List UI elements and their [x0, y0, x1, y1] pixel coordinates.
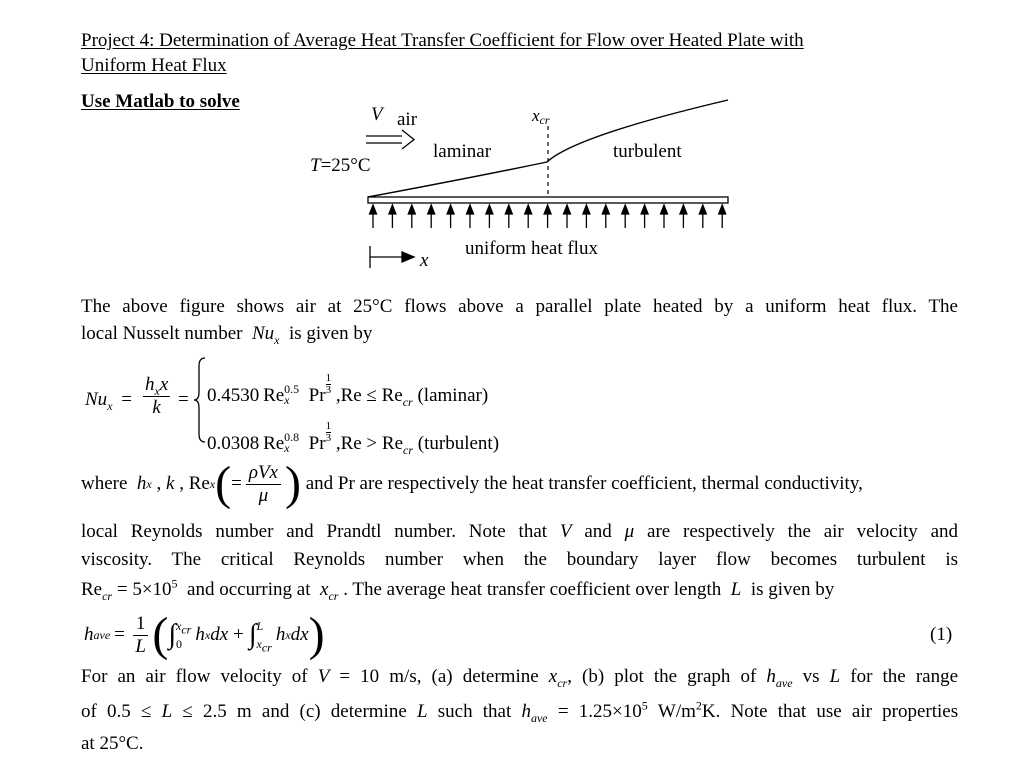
title-line-1: Project 4: Determination of Average Heat Transfer Coefficient for Flow over Heated Plate with	[81, 30, 804, 51]
heat-flux-arrow	[661, 205, 668, 228]
heat-flux-arrow	[544, 205, 551, 228]
heat-flux-arrow	[699, 205, 706, 228]
heat-flux-arrow	[680, 205, 687, 228]
heat-flux-arrow	[719, 205, 726, 228]
left-brace	[193, 356, 207, 444]
heat-flux-arrow	[389, 205, 396, 228]
definitions-line: where h x , k , Re x ( = $\frac{\text{ρVx}}{\mu}$ ) and Pr are respectively the heat transfer coefficient, thermal conductivity,	[81, 457, 863, 510]
heated-plate	[368, 197, 728, 203]
equation-number: (1)	[930, 624, 953, 645]
turbulent-label: turbulent	[613, 141, 682, 162]
flow-diagram	[290, 90, 750, 280]
question-line-1: For an air flow velocity of V = 10 m/s, (a) determine $x_{cr}$, (b) plot the graph of $h_{ave}$ vs L for the range	[81, 666, 959, 690]
heat-flux-arrow	[486, 205, 493, 228]
heat-flux-arrow	[602, 205, 609, 228]
heat-flux-arrows	[370, 205, 726, 228]
heat-flux-arrow	[641, 205, 648, 228]
laminar-label: laminar	[433, 141, 492, 162]
heat-flux-arrow	[467, 205, 474, 228]
paragraph-2-line-1: local Reynolds number and Prandtl number. Note that V and μ are respectively the air velocity and	[81, 521, 959, 542]
nusselt-equals-2: =	[178, 389, 189, 410]
flow-arrow	[366, 130, 414, 149]
nusselt-turbulent-case: 0.0308 Re 0.8 x Pr $\frac{1}{3}$ $,Re > Re_{cr}$ (turbulent)	[207, 420, 500, 457]
paragraph-2-line-2: viscosity. The critical Reynolds number when the boundary layer flow becomes turbulent is	[81, 549, 958, 570]
nusselt-lhs: $Nu_x$ =	[85, 389, 132, 413]
x-axis-label: x	[420, 250, 429, 271]
title-line-2: Uniform Heat Flux	[81, 55, 227, 76]
heat-flux-arrow	[583, 205, 590, 228]
heat-flux-arrow	[622, 205, 629, 228]
velocity-label: V	[371, 104, 383, 125]
temperature-label: T=25°C	[310, 155, 371, 176]
question-line-3: at 25°C.	[81, 733, 144, 754]
heat-flux-label: uniform heat flux	[465, 238, 598, 259]
heat-flux-arrow	[447, 205, 454, 228]
matlab-instruction: Use Matlab to solve	[81, 91, 240, 112]
heat-flux-arrow	[564, 205, 571, 228]
heat-flux-arrow	[408, 205, 415, 228]
intro-line-2: local Nusselt number $Nu_x$ is given by	[81, 323, 373, 347]
document-title	[81, 28, 804, 78]
question-line-2: of 0.5 ≤ L ≤ 2.5 m and (c) determine L such that $h_{ave} = 1.25\times 10^5$ $W/m^2K$. Note that use air properties	[81, 698, 959, 725]
nusselt-fraction: $h_xx$ k	[145, 374, 169, 418]
x-axis-marker	[370, 246, 414, 268]
heat-flux-arrow	[428, 205, 435, 228]
air-label: air	[397, 109, 418, 130]
heat-flux-arrow	[525, 205, 532, 228]
heat-flux-arrow	[370, 205, 377, 228]
critical-x-label: xcr	[532, 106, 550, 127]
paragraph-2-line-3: $Re_{cr} = 5\times 10^5$ and occurring at $x_{cr}$ . The average heat transfer coefficient over length L is given by	[81, 576, 835, 603]
heat-flux-arrow	[505, 205, 512, 228]
intro-line-1: The above figure shows air at 25°C flows above a parallel plate heated by a uniform heat flux. The	[81, 296, 958, 317]
average-h-equation: h ave = $\frac{1}{L}$ ( ∫ $x_{cr}$ 0 h x dx + ∫ L $x_{cr}$ h x dx )	[84, 608, 325, 661]
nusselt-laminar-case: 0.4530 Re 0.5 x Pr $\frac{1}{3}$ $,Re \le Re_{cr}$ (laminar)	[207, 372, 489, 409]
